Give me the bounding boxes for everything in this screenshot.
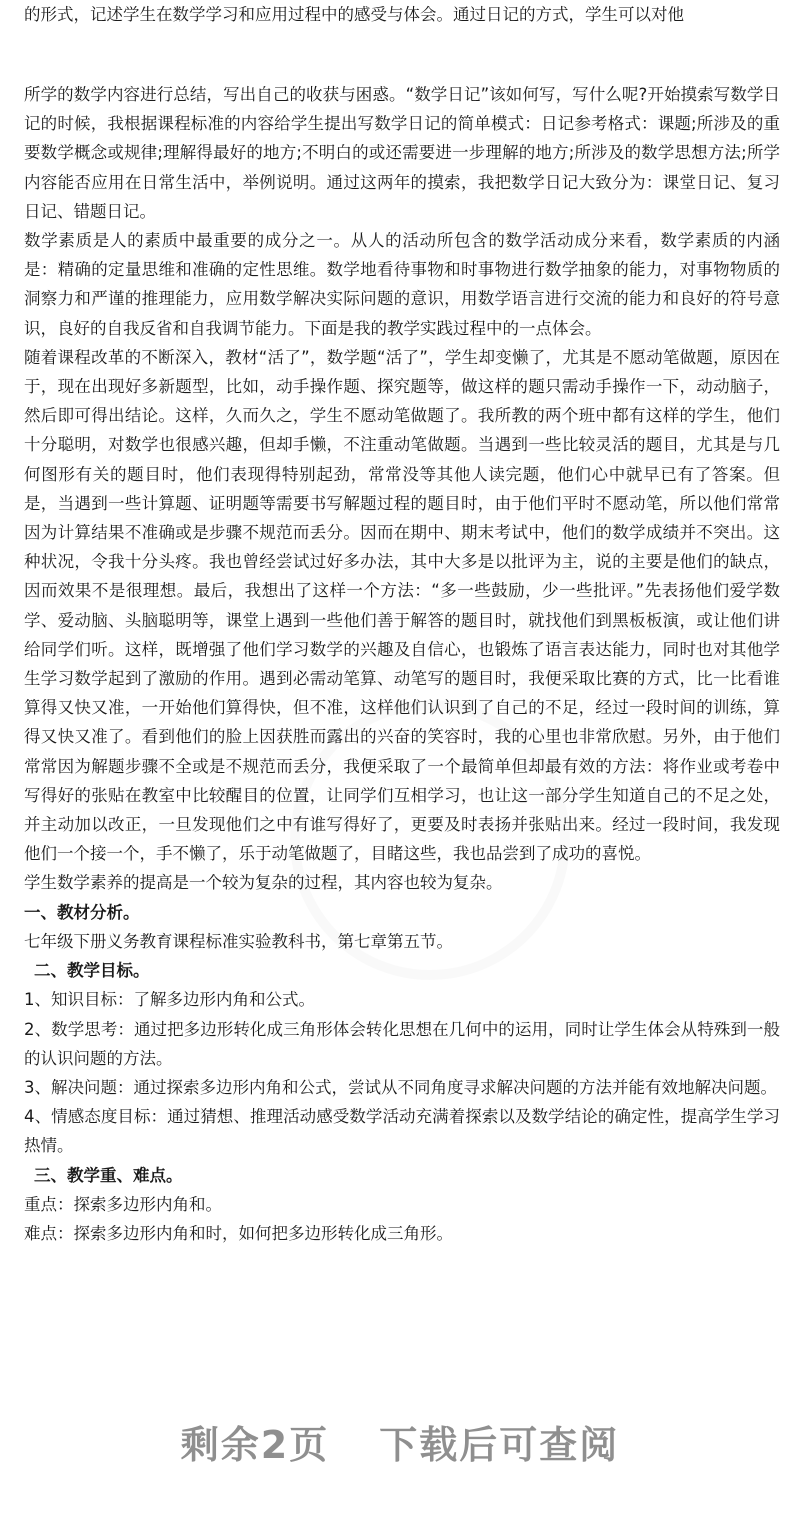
key-point-item: 重点：探索多边形内角和。 bbox=[24, 1194, 222, 1214]
section-text-textbook-analysis: 七年级下册义务教育课程标准实验教科书，第七章第五节。 bbox=[24, 931, 453, 951]
document-body bbox=[24, 80, 780, 1248]
section-heading-key-points: 三、教学重、难点。 bbox=[34, 1165, 183, 1185]
section-heading-teaching-goals: 二、教学目标。 bbox=[34, 961, 150, 981]
paragraph-math-diary: 所学的数学内容进行总结，写出自己的收获与困惑。“数学日记”该如何写，写什么呢?开始摸索写数学日记的时候，我根据课程标准的内容给学生提出写数学日记的简单模式：日记参考格式：课题;所涉及的重要数学概念或规律;理解得最好的地方;不明白的或还需要进一步理解的地方;所涉及的数学思想方法;所学内容能否应用在日常生活中，举例说明。通过这两年的摸索，我把数学日记大致分为：课堂日记、复习日记、错题日记。 bbox=[24, 85, 780, 221]
goal-item-problem-solving: 3、解决问题：通过探索多边形内角和公式，尝试从不同角度寻求解决问题的方法并能有效地解决问题。 bbox=[24, 1077, 777, 1097]
download-to-view-label: 下载后可查阅 bbox=[379, 1423, 620, 1467]
goal-item-math-thinking: 2、数学思考：通过把多边形转化成三角形体会转化思想在几何中的运用，同时让学生体会从特殊到一般的认识问题的方法。 bbox=[24, 1019, 780, 1068]
goal-item-knowledge: 1、知识目标：了解多边形内角和公式。 bbox=[24, 990, 315, 1010]
download-banner[interactable] bbox=[0, 1414, 800, 1469]
remaining-pages-label: 剩余2页 bbox=[180, 1423, 330, 1467]
top-text-fragment: 的形式，记述学生在数学学习和应用过程中的感受与体会。通过日记的方式，学生可以对他 bbox=[24, 5, 684, 24]
paragraph-teaching-experience: 随着课程改革的不断深入，教材“活了”，数学题“活了”，学生却变懒了，尤其是不愿动笔做题，原因在于，现在出现好多新题型，比如，动手操作题、探究题等，做这样的题只需动手操作一下，动动脑子，然后即可得出结论。这样，久而久之，学生不愿动笔做题了。我所教的两个班中都有这样的学生，他们十分聪明，对数学也很感兴趣，但却手懒，不注重动笔做题。当遇到一些比较灵活的题目，尤其是与几何图形有关的题目时，他们表现得特别起劲，常常没等其他人读完题，他们心中就早已有了答案。但是，当遇到一些计算题、证明题等需要书写解题过程的题目时，由于他们平时不愿动笔，所以他们常常因为计算结果不准确或是步骤不规范而丢分。因而在期中、期末考试中，他们的数学成绩并不突出。这种状况，令我十分头疼。我也曾经尝试过好多办法，其中大多是以批评为主，说的主要是他们的缺点，因而效果不是很理想。最后，我想出了这样一个方法：“多一些鼓励，少一些批评。”先表扬他们爱学数学、爱动脑、头脑聪明等，课堂上遇到一些他们善于解答的题目时，就找他们到黑板板演，或让他们讲给同学们听。这样，既增强了他们学习数学的兴趣及自信心，也锻炼了语言表达能力，同时也对其他学生学习数学起到了激励的作用。遇到必需动笔算、动笔写的题目时，我便采取比赛的方式，比一比看谁算得又快又准，一开始他们算得快，但不准，这样他们认识到了自己的不足，经过一段时间的训练，算得又快又准了。看到他们的脸上因获胜而露出的兴奋的笑容时，我的心里也非常欣慰。另外，由于他们常常因为解题步骤不全或是不规范而丢分，我便采取了一个最简单但却最有效的方法：将作业或考卷中写得好的张贴在教室中比较醒目的位置，让同学们互相学习，也让这一部分学生知道自己的不足之处，并主动加以改正，一旦发现他们之中有谁写得好了，更要及时表扬并张贴出来。经过一段时间，我发现他们一个接一个，手不懒了，乐于动笔做题了，目睹这些，我也品尝到了成功的喜悦。 bbox=[24, 347, 780, 864]
section-heading-textbook-analysis: 一、教材分析。 bbox=[24, 902, 140, 922]
goal-item-attitude: 4、情感态度目标：通过猜想、推理活动感受数学活动充满着探索以及数学结论的确定性，提高学生学习热情。 bbox=[24, 1107, 780, 1156]
difficult-point-item: 难点：探索多边形内角和时，如何把多边形转化成三角形。 bbox=[24, 1223, 453, 1243]
paragraph-math-quality: 数学素质是人的素质中最重要的成分之一。从人的活动所包含的数学活动成分来看，数学素质的内涵是：精确的定量思维和准确的定性思维。数学地看待事物和时事物进行数学抽象的能力，对事物物质的洞察力和严谨的推理能力，应用数学解决实际问题的意识，用数学语言进行交流的能力和良好的符号意识，良好的自我反省和自我调节能力。下面是我的教学实践过程中的一点体会。 bbox=[24, 231, 780, 338]
paragraph-math-literacy: 学生数学素养的提高是一个较为复杂的过程，其内容也较为复杂。 bbox=[24, 873, 503, 893]
